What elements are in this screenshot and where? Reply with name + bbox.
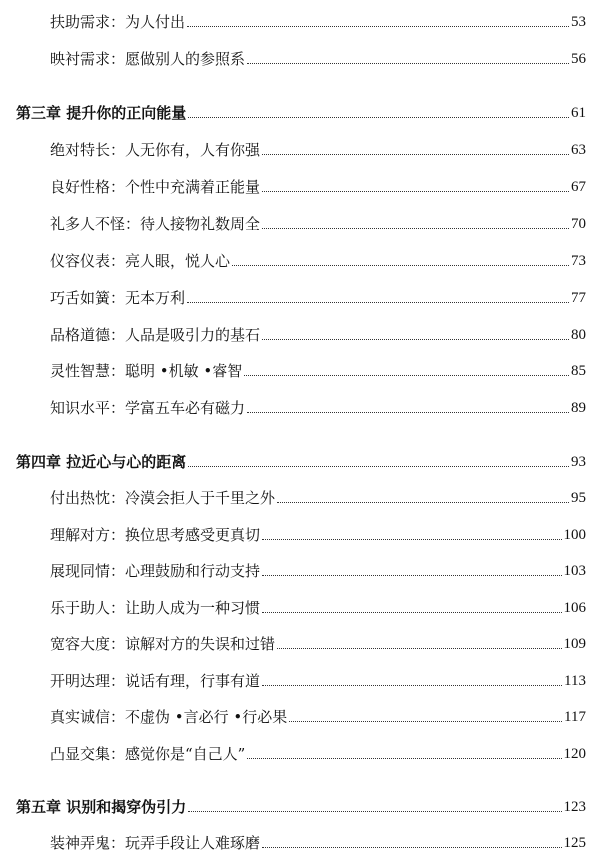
dot-leader — [262, 575, 561, 576]
toc-entry[interactable] — [50, 394, 586, 418]
toc-page-number: 93 — [571, 454, 586, 470]
toc-entry[interactable] — [50, 630, 586, 654]
toc-entry[interactable] — [50, 210, 586, 234]
toc-page-number: 70 — [571, 216, 586, 232]
toc-page-number: 95 — [571, 490, 586, 506]
toc-entry-title: 真实诚信：不虚伪 •言必行 •行必果 — [50, 708, 288, 726]
toc-entry[interactable] — [50, 8, 586, 32]
toc-entry[interactable] — [50, 136, 586, 160]
toc-entry[interactable] — [50, 740, 586, 764]
toc-entry-title: 映衬需求：愿做别人的参照系 — [50, 50, 246, 68]
dot-leader — [247, 63, 569, 64]
toc-page-number: 109 — [563, 636, 586, 652]
toc-page-number: 85 — [571, 363, 586, 379]
toc-entry-title: 灵性智慧：聪明 •机敏 •睿智 — [50, 362, 243, 380]
toc-entry[interactable] — [50, 667, 586, 691]
toc-page-number: 56 — [571, 51, 586, 67]
toc-entry[interactable] — [50, 829, 586, 853]
toc-chapter-title: 第三章 提升你的正向能量 — [16, 104, 187, 122]
toc-entry[interactable] — [50, 321, 586, 345]
dot-leader — [262, 539, 561, 540]
toc-page-number: 123 — [563, 799, 586, 815]
toc-page-number: 106 — [563, 600, 586, 616]
toc-entry[interactable] — [50, 703, 586, 727]
toc-entry-title: 良好性格：个性中充满着正能量 — [50, 178, 261, 196]
toc-entry-title: 巧舌如簧：无本万利 — [50, 289, 186, 307]
toc-entry-title: 品格道德：人品是吸引力的基石 — [50, 326, 261, 344]
dot-leader — [262, 191, 569, 192]
toc-page-number: 73 — [571, 253, 586, 269]
toc-page-number: 120 — [563, 746, 586, 762]
dot-leader — [187, 26, 569, 27]
toc-entry-title: 宽容大度：谅解对方的失误和过错 — [50, 635, 276, 653]
dot-leader — [262, 685, 562, 686]
toc-chapter-title: 第四章 拉近心与心的距离 — [16, 453, 187, 471]
toc-page-number: 89 — [571, 400, 586, 416]
toc-entry-title: 理解对方：换位思考感受更真切 — [50, 526, 261, 544]
dot-leader — [244, 375, 569, 376]
toc-entry[interactable] — [50, 594, 586, 618]
toc-page-number: 103 — [563, 563, 586, 579]
dot-leader — [289, 721, 562, 722]
dot-leader — [247, 758, 561, 759]
toc-page-number: 113 — [564, 673, 586, 689]
toc-entry-title: 仪容仪表：亮人眼，悦人心 — [50, 252, 231, 270]
toc-entry[interactable] — [50, 484, 586, 508]
toc-entry[interactable] — [50, 521, 586, 545]
dot-leader — [262, 228, 569, 229]
dot-leader — [262, 154, 569, 155]
dot-leader — [277, 648, 561, 649]
toc-page-number: 67 — [571, 179, 586, 195]
toc-entry-title: 扶助需求：为人付出 — [50, 13, 186, 31]
toc-entry-title: 展现同情：心理鼓励和行动支持 — [50, 562, 261, 580]
toc-entry[interactable] — [50, 557, 586, 581]
toc-chapter-heading[interactable] — [16, 448, 586, 472]
dot-leader — [188, 117, 569, 118]
toc-page-number: 117 — [564, 709, 586, 725]
dot-leader — [262, 612, 561, 613]
toc-entry-title: 乐于助人：让助人成为一种习惯 — [50, 599, 261, 617]
dot-leader — [188, 466, 569, 467]
toc-page-number: 77 — [571, 290, 586, 306]
toc-entry[interactable] — [50, 284, 586, 308]
dot-leader — [277, 502, 569, 503]
toc-page-number: 63 — [571, 142, 586, 158]
toc-entry[interactable] — [50, 173, 586, 197]
toc-entry[interactable] — [50, 357, 586, 381]
toc-entry[interactable] — [50, 45, 586, 69]
toc-entry-title: 付出热忱：冷漠会拒人于千里之外 — [50, 489, 276, 507]
toc-chapter-title: 第五章 识别和揭穿伪引力 — [16, 798, 187, 816]
toc-entry-title: 知识水平：学富五车必有磁力 — [50, 399, 246, 417]
toc-chapter-heading[interactable] — [16, 793, 586, 817]
dot-leader — [187, 302, 569, 303]
toc-page-number: 125 — [563, 835, 586, 851]
dot-leader — [188, 811, 561, 812]
toc-entry-title: 凸显交集：感觉你是“自己人” — [50, 745, 246, 763]
toc-page-number: 100 — [563, 527, 586, 543]
toc-entry-title: 装神弄鬼：玩弄手段让人难琢磨 — [50, 834, 261, 852]
dot-leader — [262, 847, 561, 848]
toc-page-number: 53 — [571, 14, 586, 30]
toc-entry[interactable] — [50, 247, 586, 271]
toc-page-number: 80 — [571, 327, 586, 343]
dot-leader — [262, 339, 569, 340]
toc-entry-title: 礼多人不怪：待人接物礼数周全 — [50, 215, 261, 233]
toc-page-number: 61 — [571, 105, 586, 121]
toc-chapter-heading[interactable] — [16, 99, 586, 123]
dot-leader — [232, 265, 569, 266]
toc-entry-title: 绝对特长：人无你有，人有你强 — [50, 141, 261, 159]
toc-entry-title: 开明达理：说话有理，行事有道 — [50, 672, 261, 690]
dot-leader — [247, 412, 569, 413]
